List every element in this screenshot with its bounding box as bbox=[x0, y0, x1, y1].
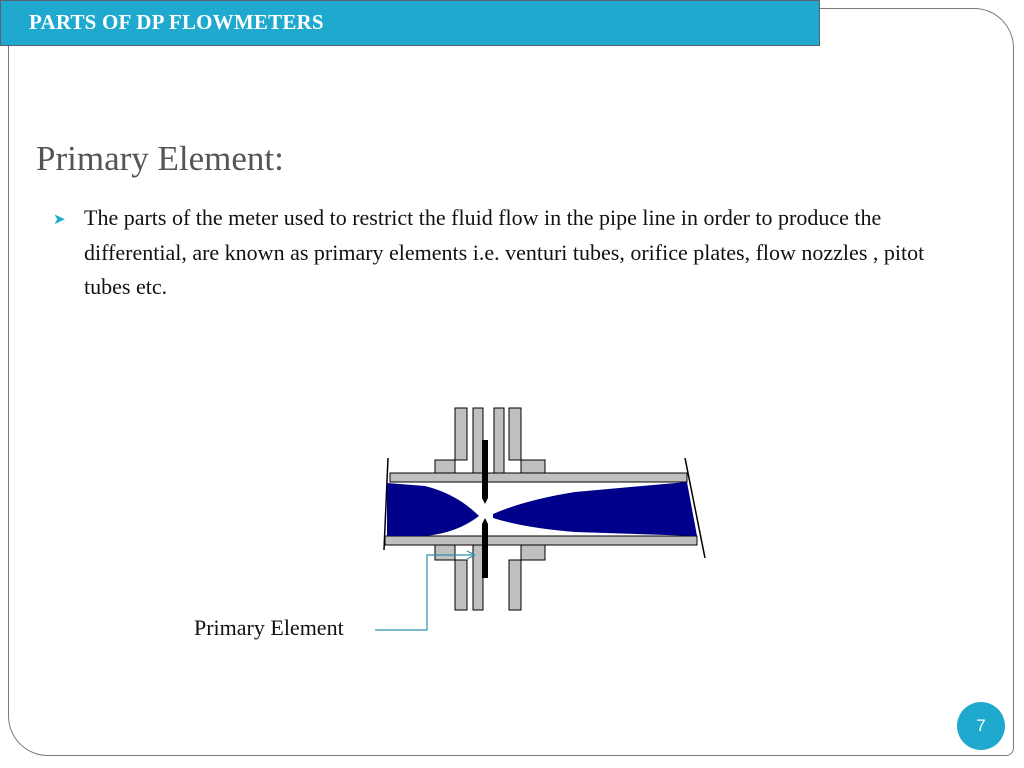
fluid-flow bbox=[387, 483, 479, 536]
upper-tap-channel-left bbox=[473, 408, 483, 473]
fluid-flow-downstream bbox=[493, 482, 697, 536]
bullet-arrow-icon: ➤ bbox=[53, 210, 66, 228]
slide-title: PARTS OF DP FLOWMETERS bbox=[29, 10, 324, 34]
lower-tap-right bbox=[509, 545, 545, 610]
header-bar bbox=[0, 0, 820, 46]
bullet-text: The parts of the meter used to restrict the fluid flow in the pipe line in order to produce the differential, are known as primary elements i.e. venturi tubes, orifice plates, flow nozzles , pitot tubes etc. bbox=[84, 205, 925, 299]
section-heading: Primary Element: bbox=[36, 139, 284, 178]
orifice-meter-diagram bbox=[375, 400, 715, 640]
orifice-plate-bottom bbox=[482, 518, 488, 578]
upper-tap-channel-right bbox=[494, 408, 504, 473]
pipe-wall-bottom bbox=[385, 536, 697, 545]
upper-tap-left bbox=[435, 408, 467, 473]
orifice-plate-top bbox=[482, 440, 488, 504]
slide-frame bbox=[8, 8, 1014, 756]
page-number: 7 bbox=[976, 716, 986, 735]
upper-tap-right bbox=[509, 408, 545, 473]
callout-label: Primary Element bbox=[194, 615, 344, 640]
page-number-badge bbox=[957, 702, 1005, 750]
pipe-wall-top bbox=[390, 473, 687, 482]
